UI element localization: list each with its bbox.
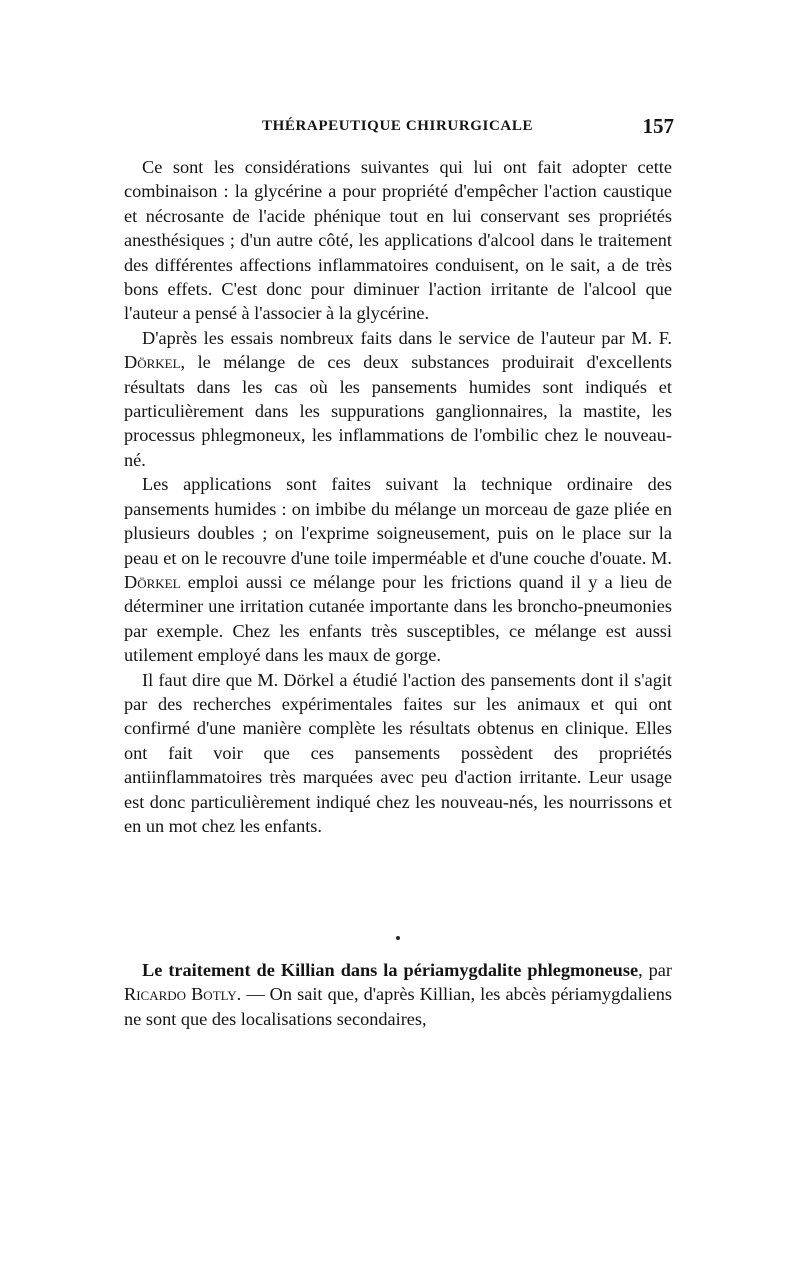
section-title: Le traitement de Killian dans la périamygdalite phlegmoneuse xyxy=(142,960,639,980)
paragraph-4: Il faut dire que M. Dörkel a étudié l'action des pansements dont il s'agit par des recherches expérimentales faites sur les animaux et qui ont confirmé d'une manière complète les résultats obtenus en clinique. Elles ont fait voir que ces pansements possèdent des propriétés antiinflammatoires très marquées avec peu d'action irritante. Leur usage est donc particulièrement indiqué chez les nouveau-nés, les nourrissons et en un mot chez les enfants. xyxy=(124,669,672,836)
section-by: , par xyxy=(638,960,673,980)
printer-dot xyxy=(396,936,400,940)
author-name-dorkel: Dörkel xyxy=(124,352,181,373)
page-header xyxy=(262,116,674,140)
paragraph-3-before: Les applications sont faites suivant la technique ordinaire des pansements humides : on imbibe du mélange un morceau de gaze pliée en plusieurs doubles ; on l'exprime soigneusement, puis on le place sur la peau et on le recouvre d'une toile imperméable et d'une couche d'ouate. M. xyxy=(124,474,672,568)
paragraph-2 xyxy=(124,326,672,472)
paragraph-3-after: emploi aussi ce mélange pour les frictions quand il y a lieu de déterminer une irritation cutanée importante dans les broncho-pneumonies par exemple. Chez les enfants très susceptibles, ce mélange est aussi utilement employé dans les maux de gorge. xyxy=(124,571,672,666)
author-name-dorkel-2: Dörkel xyxy=(124,571,181,592)
paragraph-2-before: D'après les essais nombreux faits dans le service de l'auteur par M. F. xyxy=(142,327,672,348)
body-text xyxy=(124,155,672,838)
running-title: THÉRAPEUTIQUE CHIRURGICALE xyxy=(262,118,534,134)
page-number: 157 xyxy=(642,114,674,138)
section-text: . — On sait que, d'après Killian, les abcès périamygdaliens ne sont que des localisations secondaires, xyxy=(124,984,672,1029)
paragraph-1: Ce sont les considérations suivantes qui lui ont fait adopter cette combinaison : la glycérine a pour propriété d'empêcher l'action caustique et nécrosante de l'acide phénique tout en lui conservant ses propriétés anesthésiques ; d'un autre côté, les applications d'alcool dans le traitement des différentes affections inflammatoires conduisent, on le sait, a de très bons effets. C'est donc pour diminuer l'action irritante de l'alcool que l'auteur a pensé à l'associer à la glycérine. xyxy=(124,157,672,324)
paragraph-3 xyxy=(124,472,672,667)
section-author: Ricardo Botly xyxy=(124,984,237,1005)
section-paragraph-text xyxy=(124,958,672,1031)
paragraph-2-after: , le mélange de ces deux substances produirait d'excellents résultats dans les cas où les pansements humides sont indiqués et particulièrement dans les suppurations ganglionnaires, la mastite, les processus phlegmoneux, les inflammations de l'ombilic chez le nouveau-né. xyxy=(124,352,672,470)
section-paragraph xyxy=(124,958,672,1031)
